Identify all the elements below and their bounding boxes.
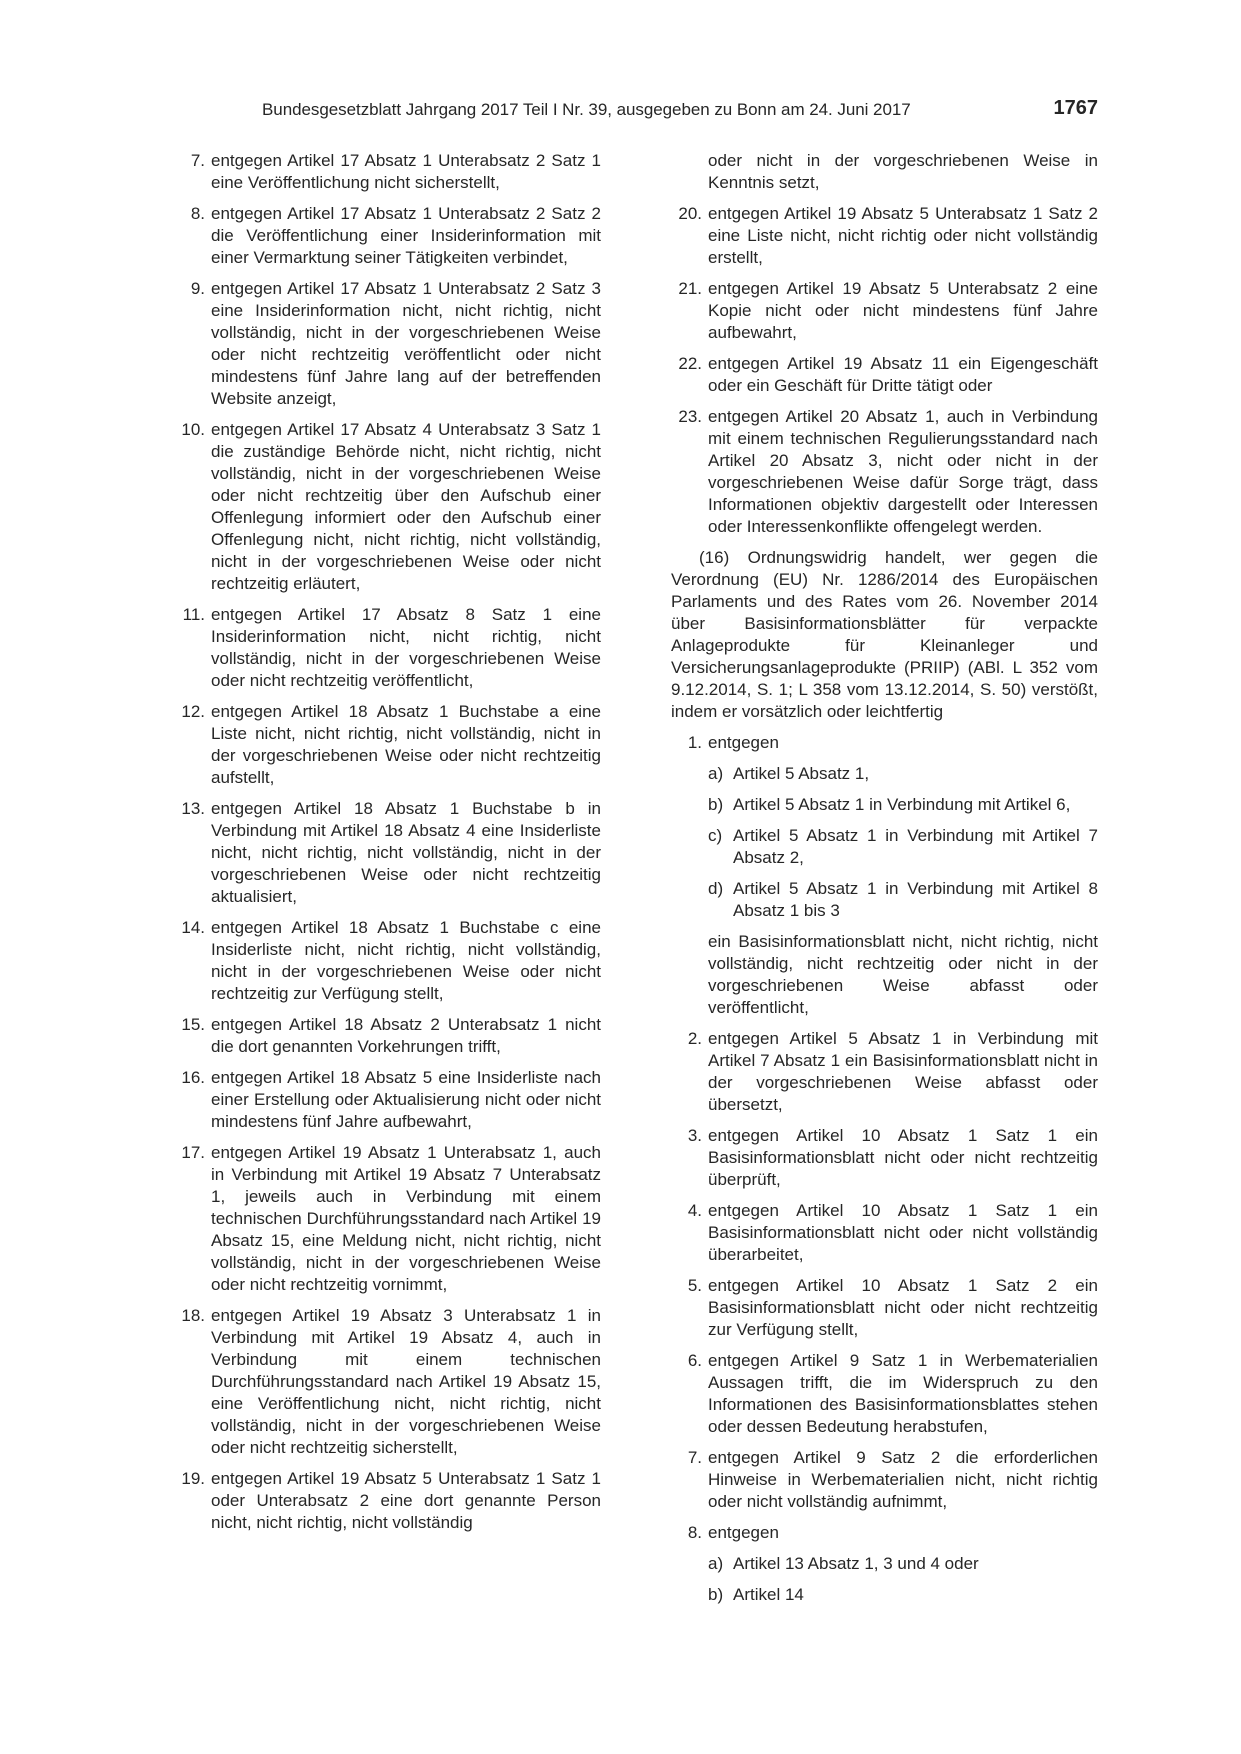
subitem-a	[671, 1553, 1098, 1575]
subitem-letter: b)	[708, 795, 724, 814]
list-item-18	[174, 1305, 601, 1459]
item-number: 22.	[678, 354, 702, 373]
subitem-letter: a)	[708, 1554, 724, 1573]
subitem-letter: c)	[708, 826, 723, 845]
item-number: 8.	[687, 1523, 702, 1542]
subitem-text: Artikel 5 Absatz 1 in Verbindung mit Artikel 6,	[733, 795, 1071, 814]
subitem-b	[671, 1584, 1098, 1606]
list-item-15	[174, 1014, 601, 1058]
list-item-10	[174, 419, 601, 595]
item-number: 18.	[181, 1306, 205, 1325]
p16-item-list	[671, 1028, 1098, 1513]
item-number: 12.	[181, 702, 205, 721]
item-text: entgegen	[708, 1523, 779, 1542]
item-text: entgegen Artikel 20 Absatz 1, auch in Verbindung mit einem technischen Regulierungsstandard nach Artikel 20 Absatz 3, nicht oder nicht in der vorgeschriebenen Weise dafür Sorge trägt, dass Informationen objektiv dargestellt oder Interessen oder Interessenkonflikte offengelegt werden.	[708, 407, 1098, 536]
list-item-17	[174, 1142, 601, 1296]
list-item-19	[174, 1468, 601, 1534]
item-text: entgegen Artikel 17 Absatz 4 Unterabsatz 3 Satz 1 die zuständige Behörde nicht, nicht richtig, nicht vollständig, nicht in der vorgeschriebenen Weise oder nicht rechtzeitig über den Aufschub einer Offenlegung informiert oder den Aufschub einer Offenlegung nicht, nicht richtig, nicht vollständig, nicht in der vorgeschriebenen Weise oder nicht rechtzeitig erläutert,	[211, 420, 601, 593]
subitem-a	[671, 763, 1098, 785]
list-item-12	[174, 701, 601, 789]
item-text: entgegen Artikel 10 Absatz 1 Satz 1 ein Basisinformationsblatt nicht oder nicht rechtzeitig überprüft,	[708, 1126, 1098, 1189]
subitem-d	[671, 878, 1098, 922]
left-column	[174, 150, 601, 1543]
p16-item-7	[671, 1447, 1098, 1513]
item-text: entgegen Artikel 17 Absatz 1 Unterabsatz 2 Satz 3 eine Insiderinformation nicht, nicht richtig, nicht vollständig, nicht in der vorgeschriebenen Weise oder nicht rechtzeitig veröffentlicht oder nicht mindestens fünf Jahre lang auf der betreffenden Website anzeigt,	[211, 279, 601, 408]
list-item-14	[174, 917, 601, 1005]
running-title: Bundesgesetzblatt Jahrgang 2017 Teil I Nr. 39, ausgegeben zu Bonn am 24. Juni 2017	[262, 100, 911, 119]
page-number: 1767	[1053, 97, 1098, 119]
p16-item-3	[671, 1125, 1098, 1191]
p16-item-5	[671, 1275, 1098, 1341]
item-text: entgegen Artikel 19 Absatz 5 Unterabsatz 2 eine Kopie nicht oder nicht mindestens fünf Jahre aufbewahrt,	[708, 279, 1098, 342]
list-item-21	[671, 278, 1098, 344]
list-item-7	[174, 150, 601, 194]
subitem-b	[671, 794, 1098, 816]
item-text: entgegen Artikel 19 Absatz 5 Unterabsatz 1 Satz 1 oder Unterabsatz 2 eine dort genannte Person nicht, nicht richtig, nicht vollständig	[211, 1469, 601, 1532]
item-number: 10.	[181, 420, 205, 439]
list-item-11	[174, 604, 601, 692]
left-item-list	[174, 150, 601, 1534]
list-item-22	[671, 353, 1098, 397]
item-number: 2.	[687, 1029, 702, 1048]
list-item-16	[174, 1067, 601, 1133]
item-text: entgegen Artikel 17 Absatz 1 Unterabsatz 2 Satz 1 eine Veröffentlichung nicht sicherstellt,	[211, 151, 601, 192]
p16-item-4	[671, 1200, 1098, 1266]
item-number: 7.	[687, 1448, 702, 1467]
item-number: 16.	[181, 1068, 205, 1087]
subitem-c	[671, 825, 1098, 869]
item-text: entgegen Artikel 18 Absatz 1 Buchstabe a eine Liste nicht, nicht richtig, nicht vollständig, nicht in der vorgeschriebenen Weise oder nicht rechtzeitig aufstellt,	[211, 702, 601, 787]
item-number: 6.	[687, 1351, 702, 1370]
subitem-text: Artikel 13 Absatz 1, 3 und 4 oder	[733, 1554, 979, 1573]
item-text: entgegen Artikel 10 Absatz 1 Satz 1 ein Basisinformationsblatt nicht oder nicht vollständig überarbeitet,	[708, 1201, 1098, 1264]
p16-item-6	[671, 1350, 1098, 1438]
item-text: entgegen Artikel 19 Absatz 5 Unterabsatz 1 Satz 2 eine Liste nicht, nicht richtig oder nicht vollständig erstellt,	[708, 204, 1098, 267]
list-item-13	[174, 798, 601, 908]
subitem-text: Artikel 14	[733, 1585, 804, 1604]
list-item-20	[671, 203, 1098, 269]
subitem-text: Artikel 5 Absatz 1,	[733, 764, 870, 783]
p16-item-8-subitems	[671, 1553, 1098, 1606]
item-text: entgegen Artikel 17 Absatz 8 Satz 1 eine Insiderinformation nicht, nicht richtig, nicht vollständig, nicht in der vorgeschriebenen Weise oder nicht rechtzeitig veröffentlicht,	[211, 605, 601, 690]
item-text: entgegen Artikel 17 Absatz 1 Unterabsatz 2 Satz 2 die Veröffentlichung einer Insiderinformation mit einer Vermarktung seiner Tätigkeiten verbindet,	[211, 204, 601, 267]
list-item-23	[671, 406, 1098, 538]
subitem-letter: d)	[708, 879, 724, 898]
item-text: entgegen Artikel 19 Absatz 11 ein Eigengeschäft oder ein Geschäft für Dritte tätigt oder	[708, 354, 1098, 395]
item-text: entgegen Artikel 9 Satz 2 die erforderlichen Hinweise in Werbematerialien nicht, nicht richtig oder nicht vollständig aufnimmt,	[708, 1448, 1098, 1511]
list-item-8	[174, 203, 601, 269]
item-text: entgegen Artikel 18 Absatz 1 Buchstabe c eine Insiderliste nicht, nicht richtig, nicht vollständig, nicht in der vorgeschriebenen Weise oder nicht rechtzeitig zur Verfügung stellt,	[211, 918, 601, 1003]
subitem-text: Artikel 5 Absatz 1 in Verbindung mit Artikel 7 Absatz 2,	[733, 826, 1098, 867]
item-number: 3.	[687, 1126, 702, 1145]
item-number: 20.	[678, 204, 702, 223]
subitem-letter: a)	[708, 764, 724, 783]
page-header	[262, 97, 1098, 128]
item-number: 7.	[190, 151, 205, 170]
item-number: 15.	[181, 1015, 205, 1034]
item-number: 21.	[678, 279, 702, 298]
item-number: 19.	[181, 1469, 205, 1488]
p16-item-1	[671, 732, 1098, 754]
item-number: 14.	[181, 918, 205, 937]
item-number: 11.	[182, 605, 205, 624]
item-text: entgegen Artikel 18 Absatz 2 Unterabsatz 1 nicht die dort genannten Vorkehrungen trifft,	[211, 1015, 601, 1056]
item-text: entgegen Artikel 5 Absatz 1 in Verbindung mit Artikel 7 Absatz 1 ein Basisinformationsblatt nicht in der vorgeschriebenen Weise abfasst oder übersetzt,	[708, 1029, 1098, 1114]
item-text: entgegen Artikel 9 Satz 1 in Werbematerialien Aussagen trifft, die im Widerspruch zu den Informationen des Basisinformationsblattes stehen oder dessen Bedeutung herabstufen,	[708, 1351, 1098, 1436]
right-item-list	[671, 203, 1098, 538]
item-text: entgegen	[708, 733, 779, 752]
right-column	[671, 150, 1098, 1615]
item-number: 8.	[190, 204, 205, 223]
item-text: entgegen Artikel 19 Absatz 3 Unterabsatz 1 in Verbindung mit Artikel 19 Absatz 4, auch in Verbindung mit einem technischen Durchführungsstandard nach Artikel 19 Absatz 15, eine Veröffentlichung nicht, nicht richtig, nicht vollständig, nicht in der vorgeschriebenen Weise oder nicht rechtzeitig sicherstellt,	[211, 1306, 601, 1457]
item-number: 5.	[687, 1276, 702, 1295]
item-number: 4.	[687, 1201, 702, 1220]
item-text: entgegen Artikel 18 Absatz 5 eine Insiderliste nach einer Erstellung oder Aktualisierung nicht oder nicht mindestens fünf Jahre aufbewahrt,	[211, 1068, 601, 1131]
p16-item-2	[671, 1028, 1098, 1116]
item-number: 13.	[181, 799, 205, 818]
continued-item-19: oder nicht in der vorgeschriebenen Weise in Kenntnis setzt,	[708, 151, 1098, 192]
p16-item-1-subitems	[671, 763, 1098, 922]
p16-item-1-tail: ein Basisinformationsblatt nicht, nicht richtig, nicht vollständig, nicht rechtzeitig oder nicht in der vorgeschriebenen Weise abfasst oder veröffentlicht,	[708, 932, 1098, 1017]
item-text: entgegen Artikel 10 Absatz 1 Satz 2 ein Basisinformationsblatt nicht oder nicht rechtzeitig zur Verfügung stellt,	[708, 1276, 1098, 1339]
item-text: entgegen Artikel 19 Absatz 1 Unterabsatz 1, auch in Verbindung mit Artikel 19 Absatz 7 Unterabsatz 1, jeweils auch in Verbindung mit einem technischen Durchführungsstandard nach Artikel 19 Absatz 15, eine Meldung nicht, nicht richtig, nicht vollständig, nicht in der vorgeschriebenen Weise oder nicht rechtzeitig vornimmt,	[211, 1143, 601, 1294]
item-number: 17.	[181, 1143, 205, 1162]
item-number: 23.	[678, 407, 702, 426]
item-text: entgegen Artikel 18 Absatz 1 Buchstabe b in Verbindung mit Artikel 18 Absatz 4 eine Insiderliste nicht, nicht richtig, nicht vollständig, nicht in der vorgeschriebenen Weise oder nicht rechtzeitig aktualisiert,	[211, 799, 601, 906]
paragraph-16: (16) Ordnungswidrig handelt, wer gegen die Verordnung (EU) Nr. 1286/2014 des Europäischen Parlaments und des Rates vom 26. November 2014 über Basisinformationsblätter für verpackte Anlageprodukte für Kleinanleger und Versicherungsanlageprodukte (PRIIP) (ABl. L 352 vom 9.12.2014, S. 1; L 358 vom 13.12.2014, S. 50) verstößt, indem er vorsätzlich oder leichtfertig	[671, 548, 1098, 721]
subitem-letter: b)	[708, 1585, 724, 1604]
subitem-text: Artikel 5 Absatz 1 in Verbindung mit Artikel 8 Absatz 1 bis 3	[733, 879, 1098, 920]
list-item-9	[174, 278, 601, 410]
item-number: 9.	[190, 279, 205, 298]
item-number: 1.	[687, 733, 702, 752]
p16-item-8	[671, 1522, 1098, 1544]
